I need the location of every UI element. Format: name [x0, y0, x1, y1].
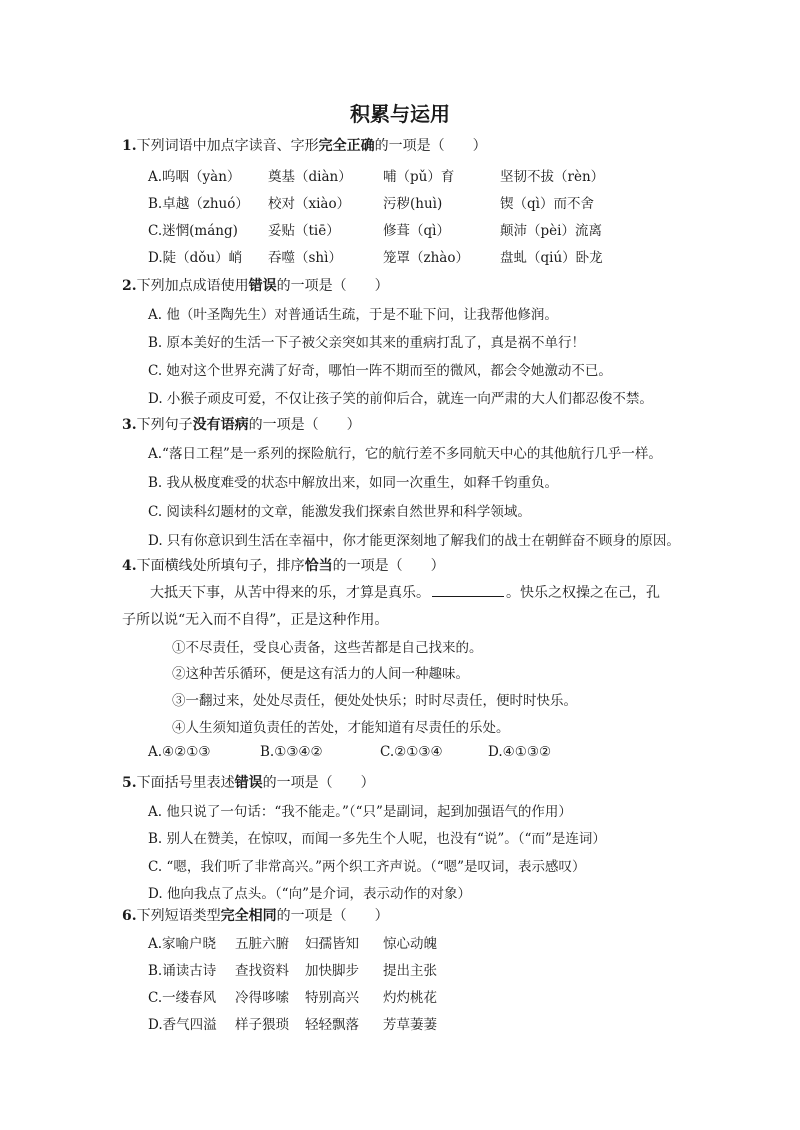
q6-option-b-1: B.诵读古诗 — [148, 963, 217, 979]
stem-keyword: 错误 — [248, 278, 277, 294]
question-number: 3. — [122, 417, 137, 433]
q1-option-c-4: 颠沛（pèi）流离 — [500, 223, 602, 239]
stem-text: 下列短语类型 — [136, 908, 221, 924]
q1-option-d-2: 吞噬（shì） — [268, 250, 342, 266]
stem-text: 下列词语中加点字读音、字形 — [136, 138, 319, 154]
stem-keyword: 完全相同 — [220, 908, 277, 924]
q5-option-a: A. 他只说了一句话：“我不能走。”（“只”是副词，起到加强语气的作用） — [148, 804, 572, 820]
stem-text: 下列句子 — [136, 417, 193, 433]
question-4-stem — [122, 555, 445, 575]
q1-option-d-4: 盘虬（qiú）卧龙 — [500, 250, 603, 266]
q3-option-a: A.“落日工程”是一系列的探险航行，它的航行差不多同航天中心的其他航行几乎一样。 — [148, 446, 662, 462]
q1-option-d-3: 笼罩（zhào） — [383, 250, 469, 266]
q2-option-d: D. 小猴子顽皮可爱，不仅让孩子笑的前仰后合，就连一向严肃的大人们都忍俊不禁。 — [148, 391, 653, 407]
stem-text: 的一项是（ ） — [276, 278, 389, 294]
q6-option-c-1: C.一缕春风 — [148, 990, 217, 1006]
q2-option-b: B. 原本美好的生活一下子被父亲突如其来的重病打乱了，真是祸不单行！ — [148, 335, 586, 351]
q4-choice-a: A.④②①③ — [148, 744, 211, 760]
stem-text: 的一项是（ ） — [332, 558, 445, 574]
question-6-stem — [122, 905, 389, 925]
q6-option-b-3: 加快脚步 — [305, 963, 359, 979]
q3-option-b: B. 我从极度难受的状态中解放出来，如同一次重生，如释千钧重负。 — [148, 475, 559, 491]
stem-text: 的一项是（ ） — [374, 138, 487, 154]
q6-option-c-4: 灼灼桃花 — [383, 990, 437, 1006]
question-5-stem — [122, 772, 375, 792]
stem-text: 的一项是（ ） — [262, 775, 375, 791]
q4-passage-line-1 — [150, 582, 660, 602]
q6-option-d-1: D.香气四溢 — [148, 1017, 217, 1033]
q1-option-a-3: 哺（pǔ）育 — [383, 169, 455, 185]
q1-option-b-2: 校对（xiào） — [268, 196, 351, 212]
q6-option-a-3: 妇孺皆知 — [305, 936, 359, 952]
question-number: 5. — [122, 775, 137, 791]
q1-option-b-4: 锲（qì）而不舍 — [500, 196, 594, 212]
stem-keyword: 没有语病 — [192, 417, 249, 433]
q4-sentence-3: ③一翻过来，处处尽责任，便处处快乐；时时尽责任，便时时快乐。 — [172, 693, 577, 709]
q1-option-c-2: 妥贴（tiē） — [268, 223, 340, 239]
q4-choice-d: D.④①③② — [488, 744, 552, 760]
q1-option-b-1: B.卓越（zhuó） — [148, 196, 249, 212]
question-number: 2. — [122, 278, 137, 294]
q3-option-d: D. 只有你意识到生活在幸福中，你才能更深刻地了解我们的战士在朝鲜奋不顾身的原因。 — [148, 533, 680, 549]
stem-keyword: 错误 — [234, 775, 263, 791]
q4-choice-b: B.①③④② — [260, 744, 323, 760]
question-2-stem — [122, 275, 389, 295]
q6-option-c-3: 特别高兴 — [305, 990, 359, 1006]
q6-option-a-1: A.家喻户晓 — [148, 936, 217, 952]
q6-option-d-4: 芳草萋萋 — [383, 1017, 437, 1033]
q1-option-d-1: D.陡（dǒu）峭 — [148, 250, 243, 266]
question-number: 6. — [122, 908, 137, 924]
passage-text: 大抵天下事，从苦中得来的乐，才算是真乐。 — [150, 585, 430, 601]
passage-text: 。快乐之权操之在己，孔 — [506, 585, 660, 601]
q6-option-b-2: 查找资料 — [235, 963, 289, 979]
q5-option-b: B. 别人在赞美，在惊叹，而闻一多先生个人呢，也没有“说”。（“而”是连词） — [148, 831, 606, 847]
question-number: 1. — [122, 138, 137, 154]
stem-keyword: 完全正确 — [318, 138, 375, 154]
q1-option-c-1: C.迷惘(máng) — [148, 223, 238, 239]
page-title: 积累与运用 — [350, 102, 450, 126]
stem-keyword: 恰当 — [304, 558, 333, 574]
q2-option-c: C. 她对这个世界充满了好奇，哪怕一阵不期而至的微风，都会令她激动不已。 — [148, 363, 612, 379]
stem-text: 的一项是（ ） — [276, 908, 389, 924]
q6-option-b-4: 提出主张 — [383, 963, 437, 979]
stem-text: 下面横线处所填句子，排序 — [136, 558, 305, 574]
q6-option-c-2: 冷得哆嗦 — [235, 990, 289, 1006]
q4-sentence-4: ④人生须知道负责任的苦处，才能知道有尽责任的乐处。 — [172, 720, 510, 736]
q4-choice-c: C.②①③④ — [380, 744, 443, 760]
question-1-stem — [122, 135, 487, 155]
q4-sentence-2: ②这种苦乐循环，便是这有活力的人间一种趣味。 — [172, 666, 469, 682]
stem-text: 下列加点成语使用 — [136, 278, 249, 294]
q6-option-a-2: 五脏六腑 — [235, 936, 289, 952]
question-number: 4. — [122, 558, 137, 574]
q1-option-a-1: A.呜咽（yàn） — [148, 169, 241, 185]
q3-option-c: C. 阅读科幻题材的文章，能激发我们探索自然世界和科学领域。 — [148, 504, 531, 520]
stem-text: 下面括号里表述 — [136, 775, 235, 791]
q4-sentence-1: ①不尽责任，受良心责备，这些苦都是自己找来的。 — [172, 640, 483, 656]
q5-option-d: D. 他向我点了点头。（“向”是介词，表示动作的对象） — [148, 886, 471, 902]
q5-option-c: C. “嗯，我们听了非常高兴。”两个织工齐声说。（“嗯”是叹词，表示感叹） — [148, 859, 586, 875]
question-3-stem — [122, 414, 361, 434]
answer-blank — [432, 582, 504, 597]
q6-option-a-4: 惊心动魄 — [383, 936, 437, 952]
q6-option-d-3: 轻轻飘落 — [305, 1017, 359, 1033]
q1-option-c-3: 修葺（qì） — [383, 223, 450, 239]
q6-option-d-2: 样子猥琐 — [235, 1017, 289, 1033]
q1-option-b-3: 污秽(huì) — [383, 196, 443, 212]
q4-passage-line-2: 子所以说“无入而不自得”，正是这种作用。 — [122, 612, 389, 628]
q2-option-a: A. 他（叶圣陶先生）对普通话生疏，于是不耻下问，让我帮他修润。 — [148, 307, 558, 323]
q1-option-a-2: 奠基（diàn） — [268, 169, 352, 185]
q1-option-a-4: 坚韧不拔（rèn） — [500, 169, 605, 185]
stem-text: 的一项是（ ） — [248, 417, 361, 433]
